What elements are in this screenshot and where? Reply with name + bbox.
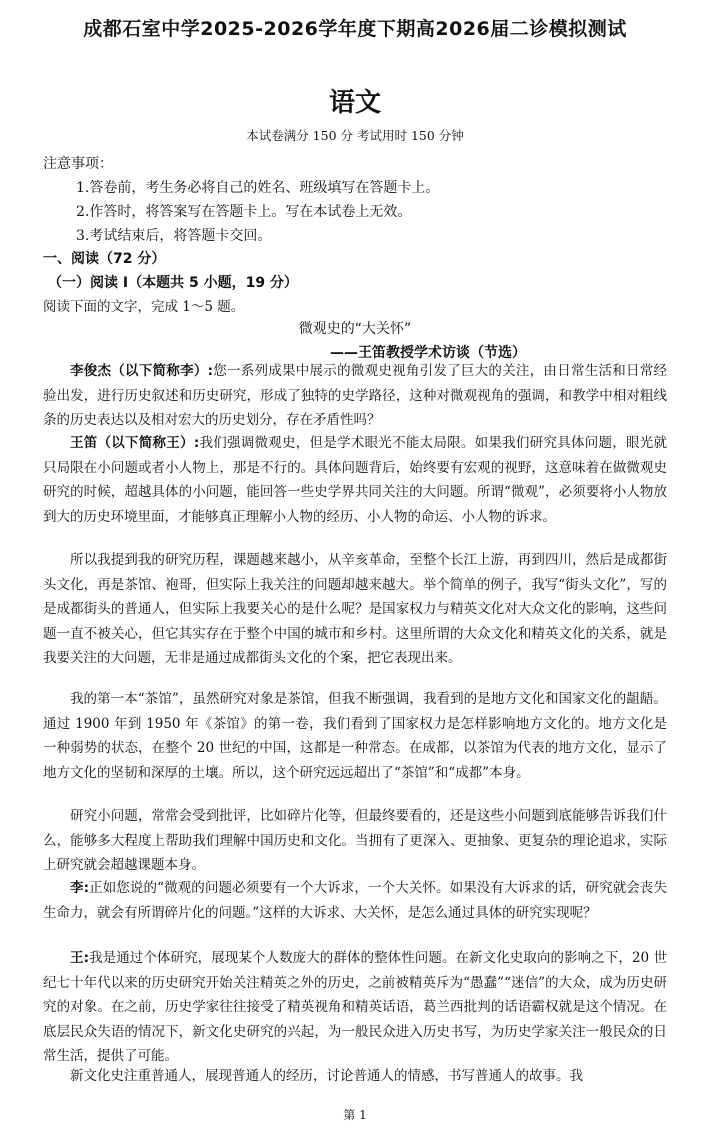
note-item: 2.作答时，将答案写在答题卡上。写在本试卷上无效。 xyxy=(76,204,412,220)
paragraph: 新文化史注重普通人，展现普通人的经历，讨论普通人的情感，书写普通人的故事。我 xyxy=(70,1068,583,1084)
speaker-label: 李俊杰（以下简称李）: xyxy=(70,363,213,379)
section-heading: 一、阅读（72 分） xyxy=(43,251,166,267)
subject-title: 语文 xyxy=(328,88,381,118)
paragraph: 王笛（以下简称王）:我们强调微观史，但是学术眼光不能太局限。如果我们研究具体问题，眼光就只局限在小问题或者小人物上，那是不行的。具体问题背后，始终要有宏观的视野，这意味着在做微观史研究的时候，超越具体的小问题，能回答一些史学界共同关注的大问题。所谓“微观”，必须要将小人物放到大的历史环境里面，才能够真正理解小人物的经历、小人物的命运、小人物的诉求。 xyxy=(43,435,668,525)
article-subtitle: ——王笛教授学术访谈（节选） xyxy=(330,345,526,361)
speaker-label: 王笛（以下简称王）: xyxy=(70,435,200,451)
note-item: 3.考试结束后，将答题卡交回。 xyxy=(76,228,272,244)
paragraph: 李:正如您说的“微观的问题必须要有一个大诉求，一个大关怀。如果没有大诉求的话，研究就会丧失生命力，就会有所谓碎片化的问题。”这样的大诉求、大关怀，是怎么通过具体的研究实现呢？ xyxy=(43,880,667,921)
speaker-label: 王: xyxy=(70,950,89,966)
instruction: 阅读下面的文字，完成 1～5 题。 xyxy=(43,299,245,315)
page-number: 第 1 xyxy=(343,1108,367,1122)
exam-title: 成都石室中学2025-2026学年度下期高2026届二诊模拟测试 xyxy=(83,18,627,40)
exam-meta: 本试卷满分 150 分 考试用时 150 分钟 xyxy=(246,128,464,143)
paragraph: 我的第一本“茶馆”，虽然研究对象是茶馆，但我不断强调，我看到的是地方文化和国家文化的龃龉。通过 1900 年到 1950 年《茶馆》的第一卷，我们看到了国家权力是怎样影响地方文化的。地方文化是一种弱势的状态，在整个 20 世纪的中国，这都是一种常态。在成都，以茶馆为代表的地方文化，显示了地方文化的坚韧和深厚的土壤。所以，这个研究远远超出了“茶馆”和“成都”本身。 xyxy=(43,691,667,781)
paragraph: 研究小问题，常常会受到批评，比如碎片化等，但最终要看的，还是这些小问题到底能够告诉我们什么，能够多大程度上帮助我们理解中国历史和文化。当拥有了更深入、更抽象、更复杂的理论追求，实际上研究就会超越课题本身。 xyxy=(43,808,667,873)
paragraph: 王:我是通过个体研究，展现某个人数庞大的群体的整体性问题。在新文化史取向的影响之下，20 世纪七十年代以来的历史研究开始关注精英之外的历史，之前被精英斥为“愚蠢”“迷信”的大众，成为历史研究的对象。在之前，历史学家往往接受了精英视角和精英话语，葛兰西批判的话语霸权就是这个情况。在底层民众失语的情况下，新文化史研究的兴起，为一般民众进入历史书写，为历史学家关注一般民众的日常生活，提供了可能。 xyxy=(43,950,668,1064)
paragraph: 李俊杰（以下简称李）:您一系列成果中展示的微观史视角引发了巨大的关注，由日常生活和日常经验出发，进行历史叙述和历史研究，形成了独特的史学路径，这种对微观视角的强调，和教学中相对粗线条的历史表达以及相对宏大的历史划分，存在矛盾性吗？ xyxy=(43,363,667,428)
note-item: 1.答卷前，考生务必将自己的姓名、班级填写在答题卡上。 xyxy=(76,180,440,196)
article-title: 微观史的“大关怀” xyxy=(298,321,412,337)
subsection-heading: （一）阅读 I（本题共 5 小题，19 分） xyxy=(48,275,298,291)
speaker-label: 李: xyxy=(70,880,89,896)
notes-heading: 注意事项： xyxy=(43,156,113,172)
paragraph: 所以我提到我的研究历程，课题越来越小，从辛亥革命，至整个长江上游，再到四川，然后是成都街头文化，再是茶馆、袍哥，但实际上我关注的问题却越来越大。举个简单的例子，我写“街头文化”，写的是成都街头的普通人，但实际上我要关心的是什么呢？是国家权力与精英文化对大众文化的影响，这些问题一直不被关心，但它其实存在于整个中国的城市和乡村。这里所谓的大众文化和精英文化的关系，就是我要关注的大问题，无非是通过成都街头文化的个案，把它表现出来。 xyxy=(43,552,667,666)
